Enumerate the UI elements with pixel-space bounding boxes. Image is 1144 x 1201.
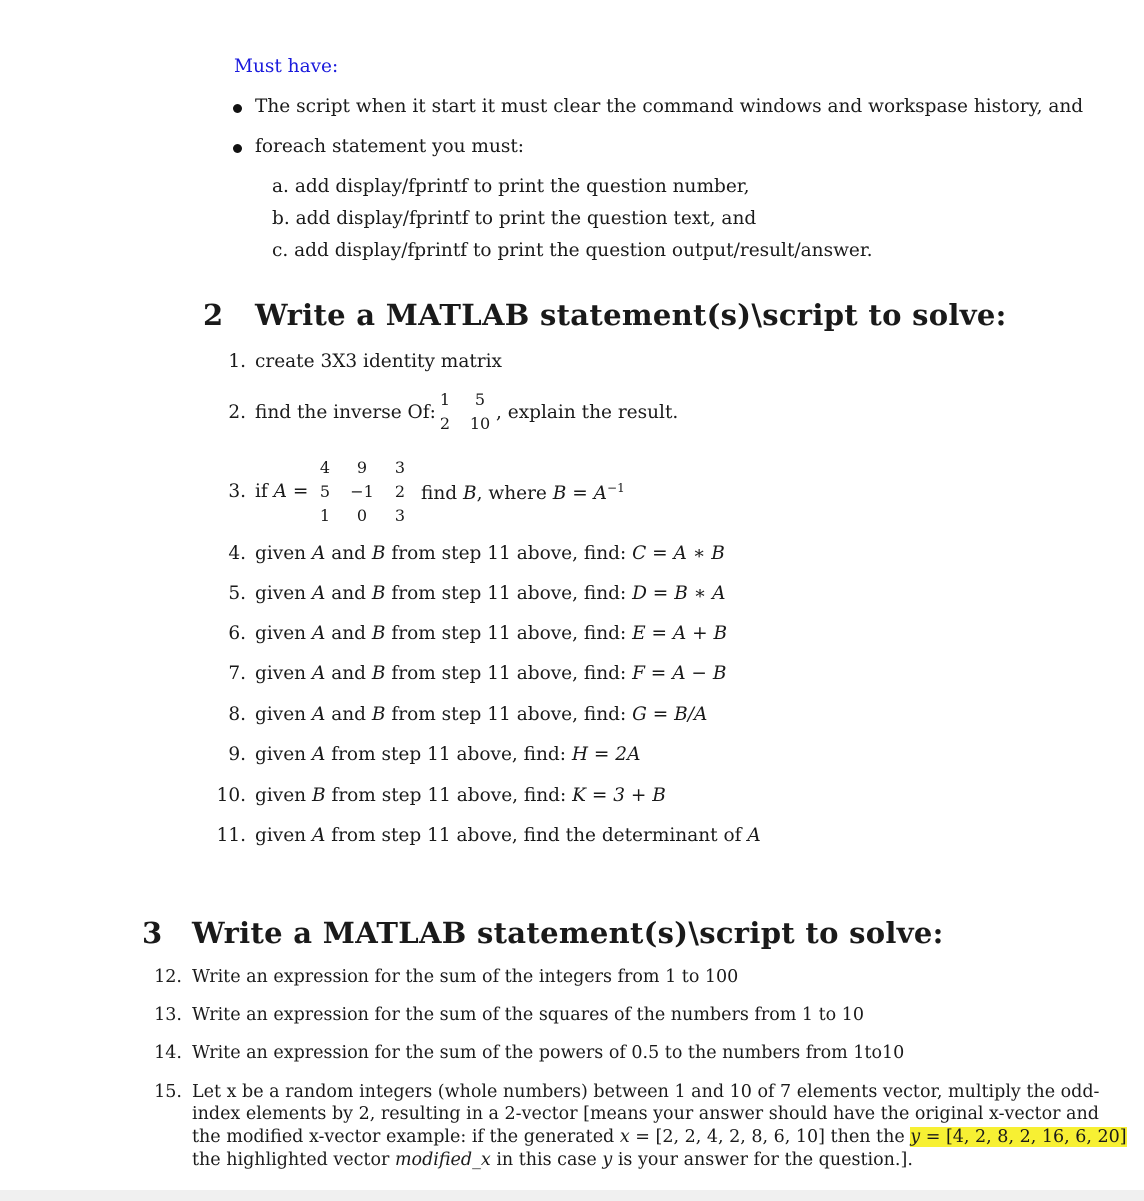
q-and: and bbox=[331, 583, 367, 604]
q8-text bbox=[255, 704, 707, 725]
q13-text: Write an expression for the sum of the squares of the numbers from 1 to 10 bbox=[192, 1005, 865, 1025]
sub-item-marker: b. bbox=[272, 208, 290, 229]
q-and: and bbox=[331, 623, 367, 644]
q-mid: from step 11 above, find: bbox=[331, 744, 567, 765]
q15-line-4-end: is your answer for the question.]. bbox=[617, 1150, 913, 1170]
q-formula: C = A ∗ B bbox=[632, 543, 725, 564]
q10-number: 10. bbox=[216, 785, 246, 806]
section-3-title: Write a MATLAB statement(s)\script to solve: bbox=[192, 916, 944, 950]
q15-line-4-text: the highlighted vector bbox=[192, 1150, 390, 1170]
q9-text bbox=[255, 744, 640, 765]
q-given: given bbox=[255, 744, 307, 765]
matrix-cell: 5 bbox=[474, 390, 486, 409]
q15-line-3 bbox=[192, 1127, 1127, 1147]
q-var: B bbox=[371, 704, 386, 725]
q-given: given bbox=[255, 663, 307, 684]
q-var: A bbox=[311, 583, 326, 604]
q10-text bbox=[255, 785, 666, 806]
q-mid: from step 11 above, find: bbox=[391, 583, 627, 604]
q5-text bbox=[255, 583, 725, 604]
q7-number: 7. bbox=[228, 663, 246, 684]
sub-item-c bbox=[272, 240, 873, 261]
q11-number: 11. bbox=[216, 825, 246, 846]
q6-number: 6. bbox=[228, 623, 246, 644]
matrix-cell: 9 bbox=[356, 458, 368, 477]
q-var: B bbox=[371, 543, 386, 564]
q-formula: H = 2A bbox=[571, 744, 641, 765]
q15-var-x: x bbox=[619, 1127, 630, 1147]
q14-text: Write an expression for the sum of the powers of 0.5 to the numbers from 1to10 bbox=[192, 1043, 905, 1063]
q2-post: , explain the result. bbox=[496, 402, 679, 423]
q3-pre bbox=[255, 481, 308, 502]
q-mid: from step 11 above, find: bbox=[391, 623, 627, 644]
matrix-cell: 1 bbox=[439, 390, 451, 409]
q2-matrix bbox=[432, 390, 494, 438]
q3-find: find bbox=[421, 483, 458, 505]
q6-text bbox=[255, 623, 727, 644]
q15-line-1: Let x be a random integers (whole numbers) between 1 and 10 of 7 elements vector, multiply the odd- bbox=[192, 1082, 1100, 1102]
q-given: given bbox=[255, 785, 307, 806]
q-mid: from step 11 above, find: bbox=[391, 543, 627, 564]
q-formula: D = B ∗ A bbox=[632, 583, 726, 604]
bullet-dot bbox=[233, 144, 242, 153]
section-3-number: 3 bbox=[142, 916, 163, 950]
q9-number: 9. bbox=[228, 744, 246, 765]
matrix-cell: 3 bbox=[394, 506, 406, 525]
must-have-bullet-1: The script when it start it must clear the command windows and workspase history, and bbox=[255, 96, 1084, 117]
sub-item-text: add display/fprintf to print the question text, and bbox=[295, 208, 757, 229]
q3-matrix bbox=[312, 456, 412, 528]
q-var: B bbox=[371, 583, 386, 604]
q-formula: G = B/A bbox=[632, 704, 708, 725]
page-bottom-edge bbox=[0, 1190, 1144, 1201]
q11-text bbox=[255, 825, 761, 846]
q7-text bbox=[255, 663, 726, 684]
q15-example-y: = [4, 2, 8, 2, 16, 6, 20] bbox=[920, 1127, 1127, 1147]
matrix-cell: 10 bbox=[469, 414, 491, 433]
q3-post bbox=[421, 481, 625, 504]
q-formula: E = A + B bbox=[632, 623, 728, 644]
q-given: given bbox=[255, 583, 307, 604]
q3-where: , where bbox=[476, 483, 547, 505]
q-given: given bbox=[255, 623, 307, 644]
q-var: B bbox=[371, 663, 386, 684]
q3-if: if bbox=[255, 481, 268, 502]
q3-var-b: B bbox=[463, 483, 477, 505]
q-var: B bbox=[311, 785, 326, 806]
q-given: given bbox=[255, 543, 307, 564]
q1-text: create 3X3 identity matrix bbox=[255, 351, 502, 372]
q-var: A bbox=[747, 825, 761, 846]
q-mid: from step 11 above, find: bbox=[391, 663, 627, 684]
q3-number: 3. bbox=[228, 481, 246, 502]
q2-text: find the inverse Of: bbox=[255, 402, 436, 423]
q2-number: 2. bbox=[228, 402, 246, 423]
q15-highlighted-answer bbox=[910, 1127, 1126, 1147]
q-and: and bbox=[331, 663, 367, 684]
sub-item-marker: a. bbox=[272, 176, 289, 197]
sub-item-a bbox=[272, 176, 749, 197]
q-formula: K = 3 + B bbox=[572, 785, 666, 806]
q-mid: from step 11 above, find: bbox=[391, 704, 627, 725]
matrix-cell: 5 bbox=[319, 482, 331, 501]
q-var: A bbox=[311, 663, 326, 684]
q-var: A bbox=[311, 704, 326, 725]
q14-number: 14. bbox=[154, 1043, 182, 1063]
q-given: given bbox=[255, 825, 307, 846]
q13-number: 13. bbox=[154, 1005, 182, 1025]
must-have-heading: Must have: bbox=[234, 56, 339, 77]
q4-text bbox=[255, 543, 725, 564]
q3-formula-eq: = bbox=[566, 483, 594, 505]
q-var: B bbox=[371, 623, 386, 644]
q-and: and bbox=[331, 704, 367, 725]
q4-number: 4. bbox=[228, 543, 246, 564]
q12-number: 12. bbox=[154, 967, 182, 987]
q3-formula-rhs: A bbox=[593, 483, 608, 505]
q-var: A bbox=[311, 623, 326, 644]
matrix-cell: 1 bbox=[319, 506, 331, 525]
matrix-cell: 0 bbox=[356, 506, 368, 525]
sub-item-b bbox=[272, 208, 756, 229]
q15-var-y2: y bbox=[602, 1150, 613, 1170]
q-mid: from step 11 above, find the determinant of bbox=[331, 825, 742, 846]
bullet-dot bbox=[233, 104, 242, 113]
q-and: and bbox=[331, 543, 367, 564]
section-2-title: Write a MATLAB statement(s)\script to solve: bbox=[255, 298, 1007, 332]
q8-number: 8. bbox=[228, 704, 246, 725]
q15-line-2: index elements by 2, resulting in a 2-vector [means your answer should have the original x-vector and bbox=[192, 1104, 1099, 1124]
q5-number: 5. bbox=[228, 583, 246, 604]
q15-line-4 bbox=[192, 1150, 913, 1170]
q-mid: from step 11 above, find: bbox=[331, 785, 567, 806]
matrix-cell: 2 bbox=[394, 482, 406, 501]
q15-var-y: y bbox=[910, 1127, 921, 1147]
matrix-cell: 2 bbox=[439, 414, 451, 433]
q-given: given bbox=[255, 704, 307, 725]
matrix-cell: −1 bbox=[350, 482, 374, 501]
q3-eq: = bbox=[287, 481, 309, 502]
q15-line-4-mid: in this case bbox=[496, 1150, 597, 1170]
q-var: A bbox=[311, 543, 326, 564]
q12-text: Write an expression for the sum of the integers from 1 to 100 bbox=[192, 967, 739, 987]
q-var: A bbox=[311, 825, 326, 846]
q15-example-x: = [2, 2, 4, 2, 8, 6, 10] then the bbox=[629, 1127, 905, 1147]
sub-item-marker: c. bbox=[272, 240, 289, 261]
q-formula: F = A − B bbox=[632, 663, 727, 684]
q-var: A bbox=[311, 744, 326, 765]
section-2-number: 2 bbox=[203, 298, 224, 332]
q3-var-a: A bbox=[273, 481, 288, 502]
q3-formula-lhs: B bbox=[552, 483, 567, 505]
q1-number: 1. bbox=[228, 351, 246, 372]
sub-item-text: add display/fprintf to print the question output/result/answer. bbox=[294, 240, 873, 261]
matrix-cell: 4 bbox=[319, 458, 331, 477]
q3-formula-exp: −1 bbox=[607, 481, 625, 495]
sub-item-text: add display/fprintf to print the question number, bbox=[294, 176, 750, 197]
matrix-cell: 3 bbox=[394, 458, 406, 477]
must-have-bullet-2: foreach statement you must: bbox=[255, 136, 525, 157]
q15-line-3-text: the modified x-vector example: if the generated bbox=[192, 1127, 615, 1147]
q15-number: 15. bbox=[154, 1082, 182, 1102]
q15-var-modified-x: modified_x bbox=[394, 1150, 491, 1170]
